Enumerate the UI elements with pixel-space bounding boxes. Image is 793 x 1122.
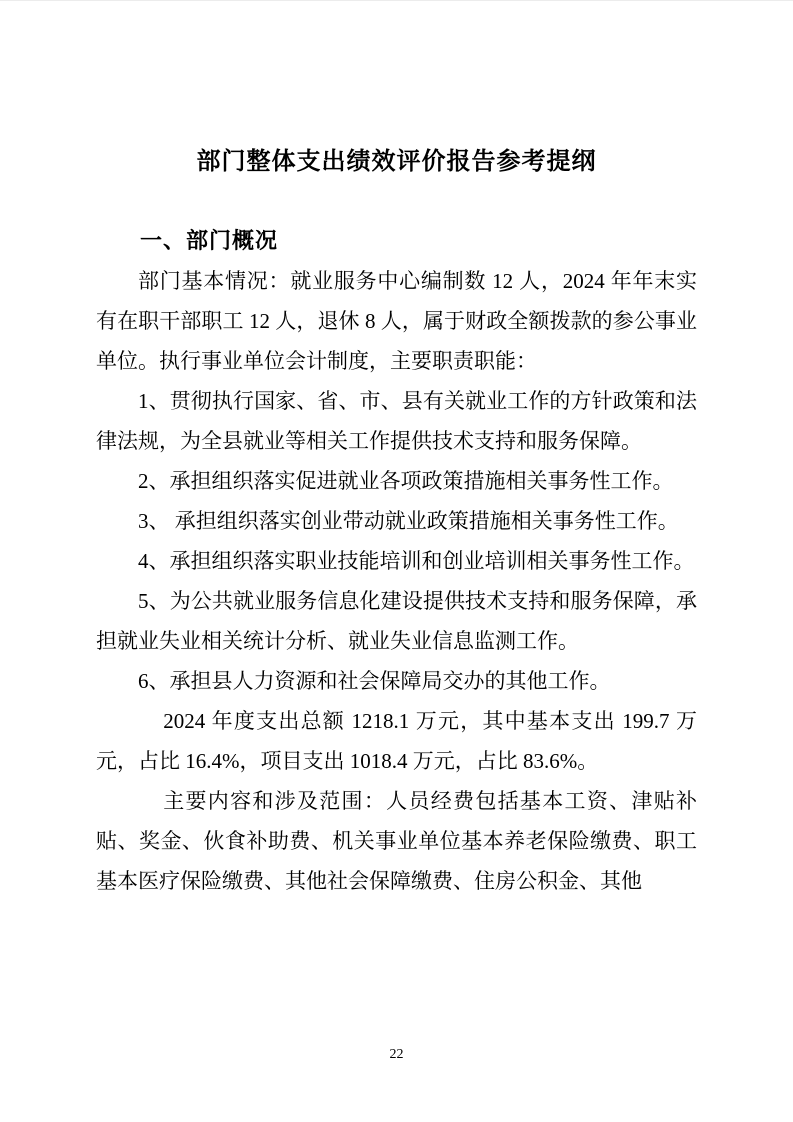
document-body <box>96 261 697 901</box>
document-title: 部门整体支出绩效评价报告参考提纲 <box>196 149 597 175</box>
paragraph-duty-5: 5、为公共就业服务信息化建设提供技术支持和服务保障，承担就业失业相关统计分析、就业失业信息监测工作。 <box>96 589 697 653</box>
page-number: 22 <box>389 1047 404 1062</box>
paragraph-duty-2: 2、承担组织落实促进就业各项政策措施相关事务性工作。 <box>138 469 674 493</box>
paragraph-duty-1: 1、贯彻执行国家、省、市、县有关就业工作的方针政策和法律法规，为全县就业等相关工作提供技术支持和服务保障。 <box>96 389 697 453</box>
paragraph-expenditure-summary: 2024 年度支出总额 1218.1 万元，其中基本支出 199.7 万元，占比 16.4%，项目支出 1018.4 万元，占比 83.6%。 <box>96 709 697 773</box>
paragraph-dept-basic-info: 部门基本情况：就业服务中心编制数 12 人，2024 年年末实有在职干部职工 12 人，退休 8 人，属于财政全额拨款的参公事业单位。执行事业单位会计制度，主要职责职能： <box>96 269 697 373</box>
paragraph-duty-4: 4、承担组织落实职业技能培训和创业培训相关事务性工作。 <box>138 549 695 573</box>
paragraph-duty-3: 3、 承担组织落实创业带动就业政策措施相关事务性工作。 <box>138 509 679 533</box>
paragraph-duty-6: 6、承担县人力资源和社会保障局交办的其他工作。 <box>138 669 611 693</box>
section-heading: 一、部门概况 <box>140 228 279 253</box>
paragraph-scope-content: 主要内容和涉及范围：人员经费包括基本工资、津贴补贴、奖金、伙食补助费、机关事业单位基本养老保险缴费、职工基本医疗保险缴费、其他社会保障缴费、住房公积金、其他 <box>96 789 697 893</box>
